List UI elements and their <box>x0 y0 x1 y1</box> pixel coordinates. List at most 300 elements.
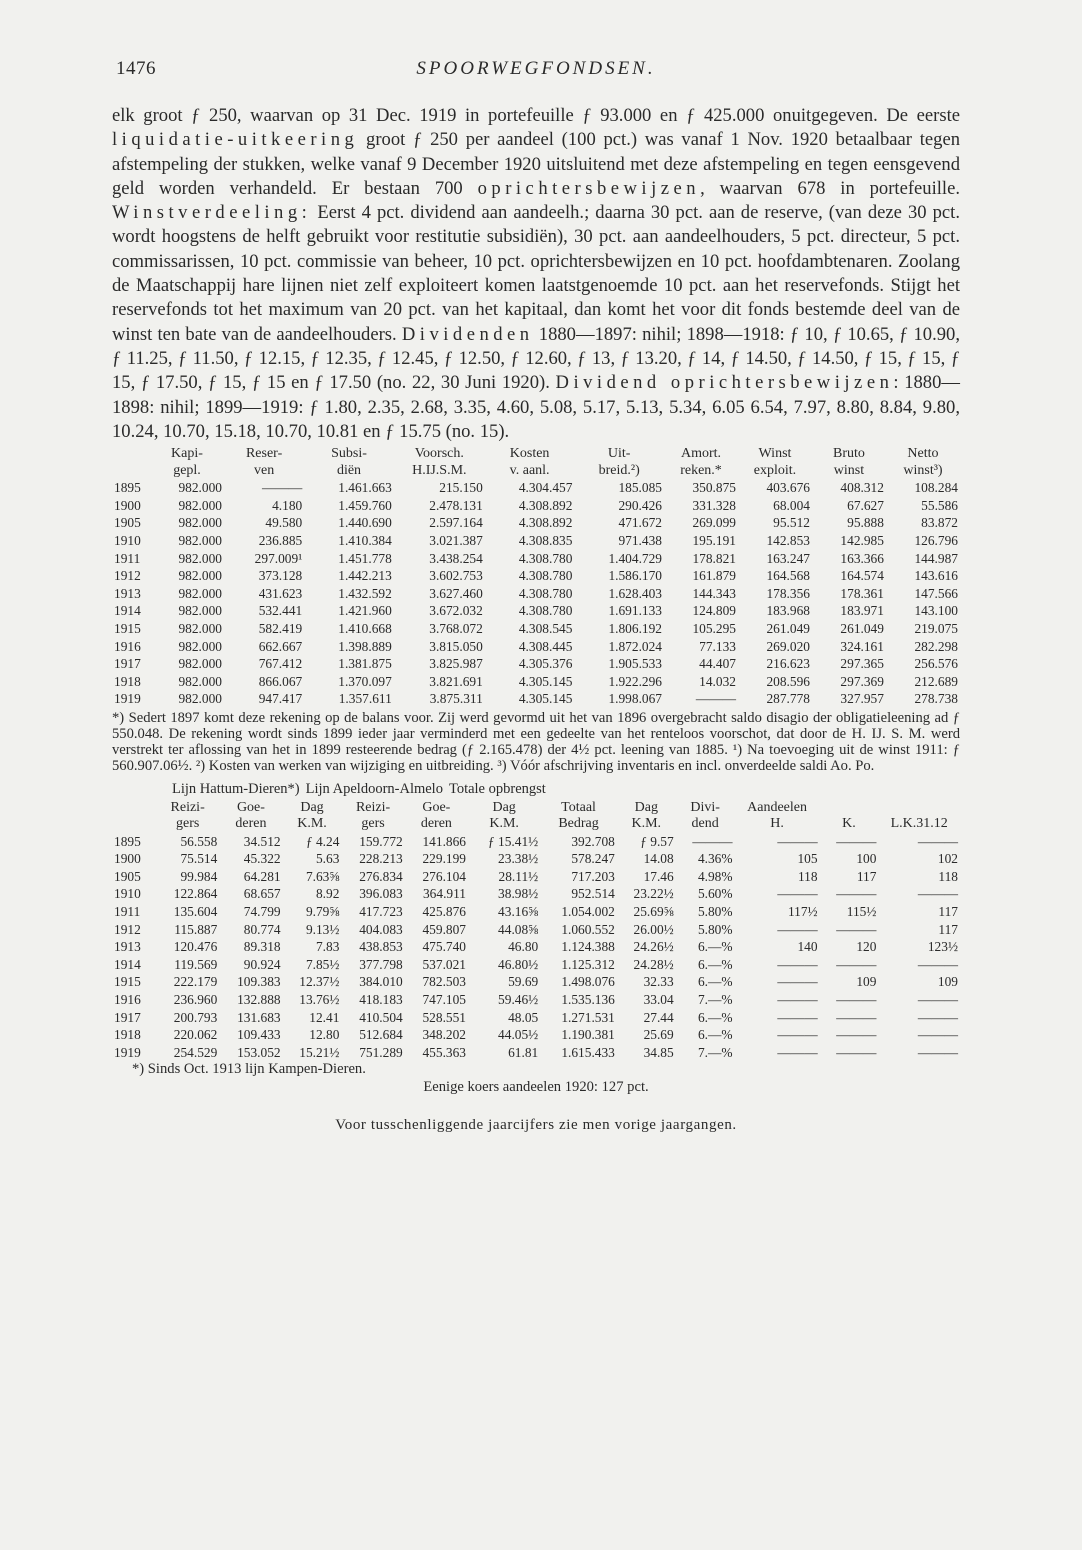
paragraph-text: groot ƒ 250 per aandeel (100 pct.) was vanaf 1 Nov. 1920 betaalbaar tegen afstempeling der stukken, welke vanaf 9 December 1920 uitsluitend met deze afstempeling en tegen eensgevend geld worden verhandeld. Er bestaan 700 <box>112 129 960 199</box>
table-cell: ——— <box>836 992 877 1008</box>
column-header: Amort. <box>680 446 722 462</box>
table-cell: 80.774 <box>243 921 281 937</box>
table-cell: 290.426 <box>618 497 662 513</box>
traffic-table-footnote: *) Sinds Oct. 1913 lijn Kampen-Dieren. <box>132 1061 366 1078</box>
table-cell: ——— <box>777 974 818 990</box>
table-cell: ——— <box>836 1027 877 1043</box>
table-cell: 532.441 <box>258 603 303 619</box>
table-cell: 278.738 <box>914 691 958 707</box>
traffic-group-heading: Totale opbrengst <box>448 780 546 797</box>
column-header: K.M. <box>489 816 519 832</box>
table-cell: 438.853 <box>359 939 403 955</box>
table-cell: 143.100 <box>914 603 958 619</box>
table-cell: ƒ 4.24 <box>305 833 340 849</box>
table-cell: 4.308.780 <box>518 568 573 584</box>
closing-note: Voor tusschenliggende jaarcijfers zie men vorige jaargangen. <box>335 1117 737 1134</box>
table-cell: 28.11½ <box>498 868 539 884</box>
year-cell: 1914 <box>114 603 141 619</box>
table-cell: 117 <box>938 904 958 920</box>
year-cell: 1905 <box>114 868 141 884</box>
column-header: deren <box>420 816 452 832</box>
table-cell: 3.438.254 <box>429 550 483 566</box>
running-header <box>112 58 960 88</box>
table-row <box>112 903 960 921</box>
table-cell: 4.98% <box>697 868 733 884</box>
column-header <box>820 800 879 817</box>
column-header: breid.²) <box>598 462 640 478</box>
table-cell: 153.052 <box>237 1044 281 1060</box>
table-cell: 229.199 <box>422 851 467 867</box>
table-cell: 348.202 <box>422 1027 467 1043</box>
table-row <box>112 690 960 708</box>
table-cell: 3.627.460 <box>429 585 483 601</box>
table-cell: 83.872 <box>921 515 958 531</box>
table-cell: 119.569 <box>174 956 218 972</box>
table-cell: 982.000 <box>178 532 222 548</box>
column-header: winst³) <box>903 462 943 478</box>
table-cell: 418.183 <box>359 992 403 1008</box>
column-header: Divi- <box>690 799 720 815</box>
table-cell: 9.79⅝ <box>305 904 340 920</box>
table-cell: 6.—% <box>697 939 733 955</box>
year-cell: 1912 <box>114 568 141 584</box>
table-row <box>112 514 960 532</box>
table-row <box>112 921 960 939</box>
table-cell: 1.404.729 <box>608 550 662 566</box>
table-cell: 4.305.376 <box>518 656 573 672</box>
year-cell: 1900 <box>114 497 141 513</box>
year-cell: 1913 <box>114 939 141 955</box>
table-cell: 56.558 <box>180 833 218 849</box>
table-cell: 61.81 <box>508 1044 539 1060</box>
table-cell: 7.—% <box>697 1044 733 1060</box>
table-cell: 140 <box>797 939 818 955</box>
column-header: L.K.31.12 <box>890 816 948 832</box>
column-header: Kapi- <box>171 446 203 462</box>
company-description-paragraph <box>112 104 960 444</box>
table-cell: 3.602.753 <box>429 568 483 584</box>
table-cell: 23.22½ <box>633 886 674 902</box>
paragraph-text: elk groot ƒ 250, waarvan op 31 Dec. 1919 in portefeuille ƒ 93.000 en ƒ 425.000 onuitgegeven. De eerste <box>112 105 960 126</box>
table-cell: 1.060.552 <box>561 921 615 937</box>
table-cell: 971.438 <box>618 532 662 548</box>
table-cell: 324.161 <box>840 638 884 654</box>
table-cell: 118 <box>797 868 818 884</box>
table-cell: 144.343 <box>692 585 736 601</box>
table-cell: 425.876 <box>422 904 467 920</box>
table-cell: 164.574 <box>840 568 884 584</box>
table-cell: 178.361 <box>840 585 884 601</box>
traffic-revenue-table <box>112 800 960 1062</box>
table-cell: 4.308.892 <box>518 497 573 513</box>
column-header: Goe- <box>422 799 451 815</box>
table-cell: 183.971 <box>840 603 884 619</box>
table-cell: 13.76½ <box>299 992 340 1008</box>
table-cell: 952.514 <box>571 886 615 902</box>
table-cell: 142.853 <box>766 532 810 548</box>
year-cell: 1900 <box>114 851 141 867</box>
table-cell: 5.80% <box>697 921 733 937</box>
table-cell: 117 <box>938 921 958 937</box>
table-cell: 236.885 <box>258 532 303 548</box>
table-cell: 4.180 <box>272 497 303 513</box>
table-cell: 3.815.050 <box>429 638 483 654</box>
year-cell: 1911 <box>114 550 141 566</box>
table-cell: 25.69⅝ <box>633 904 674 920</box>
table-cell: 1.271.531 <box>561 1009 615 1025</box>
table-row <box>112 833 960 851</box>
table-cell: 220.062 <box>173 1027 218 1043</box>
table-cell: ——— <box>777 1044 818 1060</box>
table-cell: 1.421.960 <box>338 603 392 619</box>
column-header: Aandeelen <box>747 799 807 815</box>
table-cell: 1.410.384 <box>338 532 392 548</box>
table-cell: 105 <box>797 851 818 867</box>
table-cell: ——— <box>777 833 818 849</box>
table-cell: 1.535.136 <box>561 992 615 1008</box>
table-cell: 117½ <box>787 904 818 920</box>
table-cell: 48.05 <box>508 1009 539 1025</box>
year-cell: 1905 <box>114 515 141 531</box>
table-cell: 3.021.387 <box>429 532 483 548</box>
column-header <box>112 446 150 463</box>
table-cell: 982.000 <box>178 620 222 636</box>
table-cell: 3.875.311 <box>429 691 483 707</box>
table-cell: 4.308.780 <box>518 550 573 566</box>
table-cell: 1.872.024 <box>608 638 662 654</box>
table-cell: 582.419 <box>258 620 303 636</box>
table-cell: 662.667 <box>258 638 303 654</box>
table-row <box>112 585 960 603</box>
table-cell: 6.—% <box>697 1027 733 1043</box>
table-cell: 118 <box>938 868 958 884</box>
table-row <box>112 973 960 991</box>
table-cell: 6.—% <box>697 974 733 990</box>
table-cell: 49.580 <box>265 515 303 531</box>
table-cell: 12.37½ <box>299 974 340 990</box>
column-header <box>112 463 150 480</box>
table-cell: 1.381.875 <box>338 656 392 672</box>
table-cell: ——— <box>836 1044 877 1060</box>
table-cell: 68.004 <box>773 497 810 513</box>
table-cell: 131.683 <box>237 1009 281 1025</box>
table-cell: 261.049 <box>766 620 810 636</box>
table-cell: 164.568 <box>766 568 810 584</box>
table-cell: 212.689 <box>914 673 958 689</box>
table-cell: 115.887 <box>174 921 218 937</box>
table-cell: 132.888 <box>237 992 281 1008</box>
table-cell: 163.247 <box>766 550 810 566</box>
table-row <box>112 497 960 515</box>
column-header: gers <box>175 816 200 832</box>
table-cell: 216.623 <box>766 656 810 672</box>
column-header: diën <box>336 462 362 478</box>
table-cell: ƒ 15.41½ <box>488 833 539 849</box>
table-cell: 159.772 <box>359 833 403 849</box>
column-header: exploit. <box>753 462 797 478</box>
table-cell: 1.586.170 <box>608 568 662 584</box>
column-header <box>112 800 156 817</box>
table-cell: 33.04 <box>643 992 674 1008</box>
table-cell: 163.366 <box>840 550 884 566</box>
table-cell: 12.41 <box>309 1009 340 1025</box>
table-cell: 384.010 <box>359 974 403 990</box>
table-cell: 392.708 <box>571 833 615 849</box>
table-row <box>112 532 960 550</box>
table-cell: 1.357.611 <box>338 691 392 707</box>
table-cell: 1.615.433 <box>561 1044 615 1060</box>
table-cell: 6.—% <box>697 1009 733 1025</box>
column-header: Dag <box>492 799 516 815</box>
table-cell: 108.284 <box>914 480 958 496</box>
table-cell: 4.308.780 <box>518 585 573 601</box>
column-header: K.M. <box>297 816 327 832</box>
table-cell: 34.512 <box>243 833 281 849</box>
year-cell: 1916 <box>114 992 141 1008</box>
table-cell: ——— <box>917 992 958 1008</box>
table-cell: 4.36% <box>697 851 733 867</box>
column-header: Netto <box>907 446 939 462</box>
table-cell: 142.985 <box>840 532 884 548</box>
table-cell: 254.529 <box>173 1044 218 1060</box>
table-cell: 1.440.690 <box>338 515 392 531</box>
table-cell: 99.984 <box>180 868 218 884</box>
table-cell: 24.26½ <box>633 939 674 955</box>
table-cell: 43.16⅝ <box>498 904 539 920</box>
column-header: v. aanl. <box>509 462 550 478</box>
share-price-note: Eenige koers aandeelen 1920: 127 pct. <box>423 1079 649 1096</box>
table-cell: 200.793 <box>173 1009 218 1025</box>
table-cell: 183.968 <box>766 603 810 619</box>
table-cell: 256.576 <box>914 656 958 672</box>
table-cell: 475.740 <box>422 939 467 955</box>
column-header: Dag <box>300 799 324 815</box>
table-cell: 44.08⅝ <box>498 921 539 937</box>
table-cell: 982.000 <box>178 656 222 672</box>
table-cell: ——— <box>836 921 877 937</box>
table-cell: 2.597.164 <box>429 515 483 531</box>
year-cell: 1917 <box>114 1009 141 1025</box>
table-cell: 982.000 <box>178 585 222 601</box>
table-cell: 459.807 <box>422 921 467 937</box>
year-cell: 1910 <box>114 886 141 902</box>
table-cell: 1.432.592 <box>338 585 392 601</box>
table-cell: 471.672 <box>618 515 662 531</box>
year-cell: 1916 <box>114 638 141 654</box>
column-header: H. <box>770 816 784 832</box>
table-cell: 866.067 <box>258 673 303 689</box>
column-header: Reizi- <box>355 799 391 815</box>
table-cell: 276.834 <box>359 868 403 884</box>
financial-table <box>112 446 960 708</box>
header-row <box>112 446 960 463</box>
table-cell: 14.08 <box>643 851 674 867</box>
table-cell: 208.596 <box>766 673 810 689</box>
table-cell: ——— <box>777 886 818 902</box>
table-cell: 1.691.133 <box>608 603 662 619</box>
table-cell: 123½ <box>927 939 958 955</box>
table-cell: 408.312 <box>840 480 884 496</box>
table-cell: 46.80½ <box>498 956 539 972</box>
table-cell: 141.866 <box>422 833 467 849</box>
table-cell: 95.888 <box>847 515 884 531</box>
column-header: Winst <box>758 446 792 462</box>
table-row <box>112 1044 960 1062</box>
table-cell: 34.85 <box>643 1044 674 1060</box>
table-row <box>112 638 960 656</box>
column-header: Dag <box>634 799 658 815</box>
traffic-group-heading: Lijn Apeldoorn-Almelo <box>305 780 443 797</box>
table-cell: 17.46 <box>643 868 674 884</box>
table-cell: 68.657 <box>243 886 281 902</box>
column-header: gers <box>361 816 385 832</box>
table-cell: 15.21½ <box>299 1044 340 1060</box>
year-cell: 1917 <box>114 656 141 672</box>
table-cell: 5.63 <box>315 851 340 867</box>
running-title: SPOORWEGFONDSEN. <box>416 58 656 79</box>
table-cell: 64.281 <box>243 868 281 884</box>
table-cell: 9.13½ <box>305 921 340 937</box>
table-cell: 161.879 <box>692 568 736 584</box>
table-cell: 109 <box>937 974 958 990</box>
table-cell: 109 <box>856 974 877 990</box>
table-cell: 269.099 <box>692 515 736 531</box>
table-cell: 222.179 <box>173 974 218 990</box>
table-cell: 1.410.668 <box>338 620 392 636</box>
table-cell: ——— <box>917 1027 958 1043</box>
table-cell: 59.69 <box>508 974 539 990</box>
table-cell: 178.356 <box>766 585 810 601</box>
table-cell: 144.987 <box>914 550 958 566</box>
table-cell: 1.451.778 <box>338 550 392 566</box>
table-cell: 38.98½ <box>498 886 539 902</box>
financial-table-footnote: *) Sedert 1897 komt deze rekening op de balans voor. Zij werd gevormd uit het van 1896 overgebracht saldo disagio der obligatieleening ad ƒ 550.048. De rekening wordt sinds 1899 ieder jaar verminderd met een gedeelte van het renteloos voorschot, dat door de H. IJ. S. M. werd verstrekt ter aflossing van het in 1899 resteerende bedrag (ƒ 2.165.478) der 4½ pct. leening van 1885. ¹) Na toevoeging uit de winst 1911: ƒ 560.907.06½. ²) Kosten van werken van wijziging en uitbreiding. ³) Vóór afschrijving inventaris en incl. onverdeelde saldi Ao. Po. <box>112 709 960 775</box>
table-cell: 4.305.145 <box>518 673 573 689</box>
table-cell: 44.407 <box>699 656 736 672</box>
table-cell: 537.021 <box>422 956 467 972</box>
table-cell: 282.298 <box>914 638 958 654</box>
table-cell: 55.586 <box>921 497 958 513</box>
table-cell: 1.190.381 <box>561 1027 615 1043</box>
table-row <box>112 938 960 956</box>
table-row <box>112 602 960 620</box>
paragraph-text: : 1880—1898: nihil; 1899—1919: ƒ 1.80, 2.35, 2.68, 3.35, 4.60, 5.08, 5.17, 5.13, 5.34, 6.05 6.54, 7.97, 8.80, 8.84, 9.80, 10.24, 10.70, 15.18, 10.70, 10.81 en ƒ 15.75 (no. 15). <box>112 372 960 442</box>
table-cell: 124.809 <box>692 603 736 619</box>
table-cell: 75.514 <box>180 851 218 867</box>
table-row <box>112 956 960 974</box>
table-cell: 276.104 <box>422 868 467 884</box>
table-cell: ——— <box>836 1009 877 1025</box>
table-cell: 782.503 <box>422 974 467 990</box>
column-header: Bruto <box>833 446 865 462</box>
table-cell: 5.60% <box>697 886 733 902</box>
table-cell: 4.308.892 <box>518 515 573 531</box>
table-cell: 982.000 <box>178 550 222 566</box>
table-cell: 578.247 <box>571 851 615 867</box>
table-cell: ——— <box>777 1027 818 1043</box>
table-cell: 1.398.889 <box>338 638 392 654</box>
table-cell: 1.806.192 <box>608 620 662 636</box>
column-header: K.M. <box>631 816 662 832</box>
table-cell: 7.85½ <box>305 956 340 972</box>
table-cell: 117 <box>856 868 877 884</box>
column-header: reken.* <box>680 462 722 478</box>
table-cell: 105.295 <box>692 620 736 636</box>
table-cell: 331.328 <box>692 497 736 513</box>
table-cell: 747.105 <box>422 992 467 1008</box>
column-header: Reizi- <box>170 799 205 815</box>
traffic-table-group-headers <box>112 781 960 798</box>
table-cell: 4.308.445 <box>518 638 573 654</box>
column-header: Goe- <box>236 799 265 815</box>
table-cell: 1.922.296 <box>608 673 662 689</box>
table-cell: 100 <box>856 851 877 867</box>
table-cell: ——— <box>836 956 877 972</box>
year-cell: 1919 <box>114 691 141 707</box>
table-cell: 143.616 <box>914 568 958 584</box>
table-cell: 4.304.457 <box>518 480 573 496</box>
table-row <box>112 850 960 868</box>
column-header: K. <box>842 816 856 832</box>
table-row <box>112 885 960 903</box>
table-cell: 12.80 <box>309 1027 340 1043</box>
column-header: Bedrag <box>558 816 599 832</box>
paragraph-text: Eerst 4 pct. dividend aan aandeelh.; daarna 30 pct. aan de reserve, (van deze 30 pct. wordt hoogstens de helft gebruikt voor restitutie subsidiën), 30 pct. aan aandeelhouders, 5 pct. directeur, 5 pct. commissarissen, 10 pct. commissie van beheer, 10 pct. oprichtersbewijzen en 10 pct. hoofdambtenaren. Zoolang de Maatschappij hare lijnen niet zelf exploiteert komen laatstgenoemde 10 pct. aan het reservefonds. Stijgt het reservefonds tot het maximum van 20 pct. van het kapitaal, dan komt het voor dit fonds bestemde deel van de winst ten bate van de aandeelhouders. <box>112 202 960 345</box>
year-cell: 1918 <box>114 1027 141 1043</box>
table-cell: 269.020 <box>766 638 810 654</box>
table-cell: 1.461.663 <box>338 480 392 496</box>
table-cell: 45.322 <box>243 851 281 867</box>
spaced-term: Dividend oprichtersbewijzen <box>555 372 894 394</box>
table-cell: 7.63⅝ <box>305 868 340 884</box>
table-cell: 3.672.032 <box>429 603 483 619</box>
table-cell: 14.032 <box>699 673 736 689</box>
column-header: Subsi- <box>331 446 367 462</box>
table-cell: 185.085 <box>618 480 662 496</box>
table-cell: 982.000 <box>178 603 222 619</box>
table-cell: 404.083 <box>359 921 403 937</box>
table-cell: 1.905.533 <box>608 656 662 672</box>
table-cell: 46.80 <box>508 939 539 955</box>
table-cell: 373.128 <box>258 568 303 584</box>
table-cell: 4.308.545 <box>518 620 573 636</box>
table-row <box>112 479 960 497</box>
table-cell: ——— <box>262 480 303 496</box>
year-cell: 1915 <box>114 620 141 636</box>
column-header: Voorsch. <box>414 446 464 462</box>
table-cell: ——— <box>917 956 958 972</box>
table-cell: 126.796 <box>914 532 958 548</box>
table-cell: 297.369 <box>840 673 884 689</box>
table-cell: ——— <box>917 833 958 849</box>
table-cell: 44.05½ <box>498 1027 539 1043</box>
table-cell: 24.28½ <box>633 956 674 972</box>
table-cell: 236.960 <box>173 992 218 1008</box>
table-cell: 122.864 <box>173 886 218 902</box>
column-header: deren <box>235 816 267 832</box>
table-cell: 228.213 <box>359 851 403 867</box>
table-cell: 528.551 <box>422 1009 467 1025</box>
table-cell: 1.124.388 <box>561 939 615 955</box>
table-cell: 6.—% <box>697 956 733 972</box>
table-cell: 67.627 <box>847 497 884 513</box>
table-cell: ——— <box>836 886 877 902</box>
table-cell: 982.000 <box>178 638 222 654</box>
table-cell: 120.476 <box>173 939 218 955</box>
column-header: H.IJ.S.M. <box>412 462 467 478</box>
table-cell: 7.—% <box>697 992 733 1008</box>
table-cell: 982.000 <box>178 673 222 689</box>
